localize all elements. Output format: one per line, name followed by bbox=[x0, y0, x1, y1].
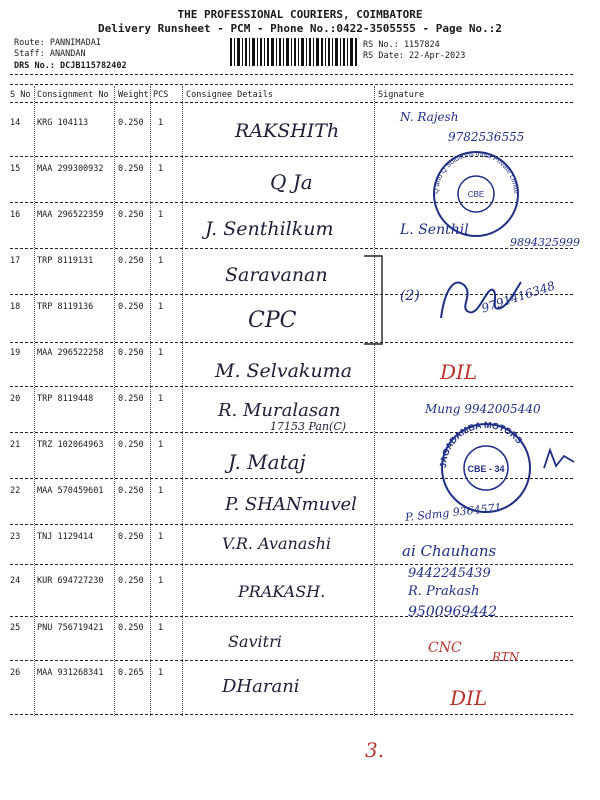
col-weight: Weight bbox=[118, 90, 149, 100]
row-weight: 0.250 bbox=[118, 394, 144, 404]
col-divider bbox=[34, 86, 35, 716]
row-consignee-handwritten: DHarani bbox=[222, 676, 300, 697]
signature-22: P. Sdmg 9364571 bbox=[404, 500, 503, 525]
row-divider bbox=[10, 342, 573, 343]
col-divider bbox=[114, 86, 115, 716]
row-consignment: MAA 299300932 bbox=[37, 164, 104, 174]
row-consignee-handwritten: J. Senthilkum bbox=[205, 218, 334, 240]
signature-19: DIL bbox=[440, 360, 478, 384]
row-consignment: KUR 694727230 bbox=[37, 576, 104, 586]
row-divider bbox=[10, 564, 573, 565]
row-weight: 0.250 bbox=[118, 118, 144, 128]
row-consignment: TRP 8119448 bbox=[37, 394, 94, 404]
row-sno: 15 bbox=[10, 164, 21, 174]
row-consignee-handwritten: Q Ja bbox=[270, 170, 313, 194]
rs-number: RS No.: 1157824 bbox=[363, 40, 440, 50]
col-divider bbox=[374, 86, 375, 716]
header-rule-bottom bbox=[10, 102, 573, 103]
row-consignee-handwritten: PRAKASH. bbox=[238, 582, 326, 601]
stamp-qq-ring-text: Q and Q Solutions India Private Limite bbox=[432, 150, 520, 195]
row-divider bbox=[10, 660, 573, 661]
row-weight: 0.265 bbox=[118, 668, 144, 678]
row-consignment: TRZ 102064963 bbox=[37, 440, 104, 450]
signature-26: DIL bbox=[450, 686, 488, 710]
row-divider bbox=[10, 524, 573, 525]
svg-text:Q and Q Solutions India Privat bbox=[420, 148, 519, 194]
row-consignee-handwritten: M. Selvakuma bbox=[215, 360, 353, 382]
row-pcs: 1 bbox=[158, 164, 164, 174]
company-title: THE PROFESSIONAL COURIERS, COIMBATORE bbox=[177, 8, 423, 21]
row-sno: 19 bbox=[10, 348, 21, 358]
row-divider bbox=[10, 248, 573, 249]
row-divider bbox=[10, 386, 573, 387]
row-sno: 14 bbox=[10, 118, 21, 128]
row-pcs: 1 bbox=[158, 532, 164, 542]
phone-24b: 9500969442 bbox=[408, 604, 498, 620]
row-weight: 0.250 bbox=[118, 486, 144, 496]
signature-23: ai Chauhans bbox=[402, 542, 497, 560]
row-sno: 23 bbox=[10, 532, 21, 542]
row-sno: 18 bbox=[10, 302, 21, 312]
row-consignment: TRP 8119136 bbox=[37, 302, 94, 312]
row-consignee-handwritten: J. Mataj bbox=[228, 450, 306, 474]
row-sno: 16 bbox=[10, 210, 21, 220]
row-pcs: 1 bbox=[158, 118, 164, 128]
row-consignee-extra: 17153 Pan(C) bbox=[270, 420, 347, 433]
col-signature: Signature bbox=[378, 90, 425, 100]
col-pcs: PCS bbox=[153, 90, 169, 100]
col-divider bbox=[182, 86, 183, 716]
signature-16: L. Senthil bbox=[400, 222, 469, 238]
row-consignment: TRP 8119131 bbox=[37, 256, 94, 266]
row-consignment: MAA 296522359 bbox=[37, 210, 104, 220]
row-sno: 17 bbox=[10, 256, 21, 266]
stamp-qq-center: CBE bbox=[467, 190, 485, 199]
col-consignment: Consignment No bbox=[37, 90, 109, 100]
company-stamp-qq bbox=[420, 148, 530, 238]
row-pcs: 1 bbox=[158, 623, 164, 633]
row-consignee-handwritten: Savitri bbox=[228, 632, 282, 651]
drs-number: DRS No.: DCJB115782402 bbox=[14, 61, 127, 71]
svg-text:JAGADAMBA MOTORS bbox=[438, 420, 524, 468]
bracket-mark bbox=[362, 252, 390, 348]
col-sno: S No bbox=[10, 90, 31, 100]
row-consignment: PNU 756719421 bbox=[37, 623, 104, 633]
signature-25b: RTN bbox=[492, 650, 520, 664]
signature-24: R. Prakash bbox=[408, 584, 480, 599]
phone-18: 9791416348 bbox=[479, 278, 557, 316]
col-divider bbox=[150, 86, 151, 716]
row-pcs: 1 bbox=[158, 256, 164, 266]
row-weight: 0.250 bbox=[118, 440, 144, 450]
barcode bbox=[230, 38, 358, 66]
row-weight: 0.250 bbox=[118, 348, 144, 358]
signature-20: Mung 9942005440 bbox=[425, 402, 541, 416]
row-weight: 0.250 bbox=[118, 532, 144, 542]
staff: Staff: ANANDAN bbox=[14, 49, 86, 59]
row-sno: 22 bbox=[10, 486, 21, 496]
row-consignment: TNJ 1129414 bbox=[37, 532, 94, 542]
phone-24a: 9442245439 bbox=[408, 566, 491, 581]
row-consignee-handwritten: R. Muralasan bbox=[218, 400, 341, 421]
signature-14: N. Rajesh bbox=[400, 110, 459, 124]
row-consignee-handwritten: P. SHANmuvel bbox=[225, 494, 357, 515]
phone-16: 9894325999 bbox=[510, 236, 580, 249]
signature-17-18 bbox=[435, 268, 525, 328]
row-pcs: 1 bbox=[158, 668, 164, 678]
stamp-jagadamba-center: CBE - 34 bbox=[467, 464, 505, 474]
row-sno: 21 bbox=[10, 440, 21, 450]
row-sno: 24 bbox=[10, 576, 21, 586]
row-pcs: 1 bbox=[158, 486, 164, 496]
row-consignee-handwritten: RAKSHITh bbox=[235, 120, 340, 142]
header-rule-2 bbox=[10, 84, 573, 85]
rs-date: RS Date: 22-Apr-2023 bbox=[363, 51, 466, 61]
row-pcs: 1 bbox=[158, 576, 164, 586]
signature-21 bbox=[540, 446, 580, 474]
signature-25a: CNC bbox=[428, 640, 462, 656]
row-pcs: 1 bbox=[158, 394, 164, 404]
row-weight: 0.250 bbox=[118, 210, 144, 220]
row-pcs: 1 bbox=[158, 302, 164, 312]
row-sno: 25 bbox=[10, 623, 21, 633]
row-weight: 0.250 bbox=[118, 256, 144, 266]
runsheet-title: Delivery Runsheet - PCM - Phone No.:0422-3505555 - Page No.:2 bbox=[98, 22, 502, 35]
company-stamp-jagadamba bbox=[432, 418, 542, 518]
col-consignee: Consignee Details bbox=[186, 90, 273, 100]
row-weight: 0.250 bbox=[118, 302, 144, 312]
row-pcs: 1 bbox=[158, 210, 164, 220]
row-weight: 0.250 bbox=[118, 623, 144, 633]
row-consignee-handwritten: CPC bbox=[248, 308, 297, 333]
stamp-jagadamba-ring-text: JAGADAMBA MOTORS bbox=[437, 419, 525, 469]
row-consignee-handwritten: Saravanan bbox=[225, 264, 328, 286]
row-pcs: 1 bbox=[158, 348, 164, 358]
route: Route: PANNIMADAI bbox=[14, 38, 101, 48]
row-divider bbox=[10, 714, 573, 715]
row-sno: 26 bbox=[10, 668, 21, 678]
row-consignment: KRG 104113 bbox=[37, 118, 89, 128]
row-consignment: MAA 931268341 bbox=[37, 668, 104, 678]
header-rule-top bbox=[10, 74, 573, 75]
row-sno: 20 bbox=[10, 394, 21, 404]
row-pcs: 1 bbox=[158, 440, 164, 450]
row-weight: 0.250 bbox=[118, 164, 144, 174]
mark-17-18: (2) bbox=[400, 288, 420, 304]
row-weight: 0.250 bbox=[118, 576, 144, 586]
row-consignment: MAA 570459601 bbox=[37, 486, 104, 496]
row-consignee-handwritten: V.R. Avanashi bbox=[222, 534, 332, 553]
phone-14: 9782536555 bbox=[448, 130, 525, 144]
row-consignment: MAA 296522258 bbox=[37, 348, 104, 358]
page-mark: 3. bbox=[365, 738, 385, 762]
